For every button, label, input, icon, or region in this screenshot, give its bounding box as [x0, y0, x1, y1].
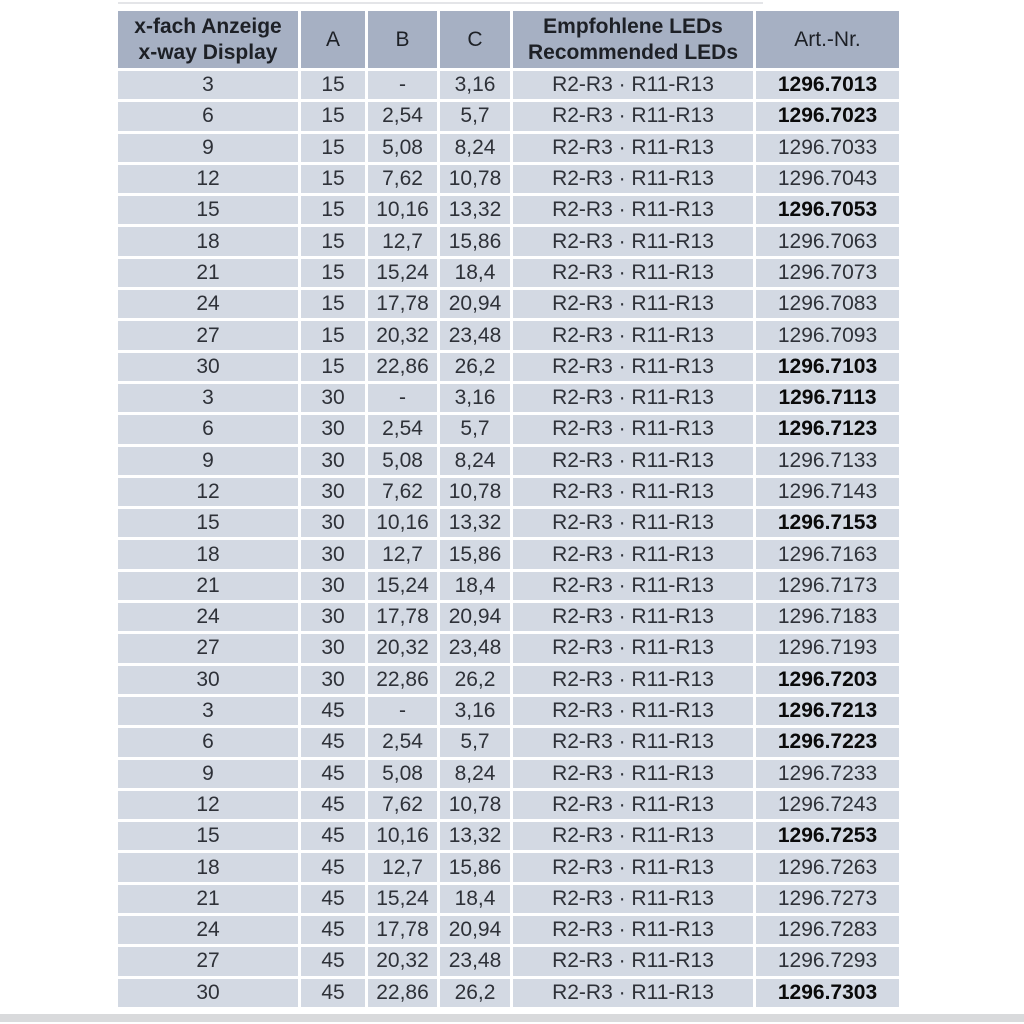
cell-dim-b: 2,54	[368, 728, 437, 756]
cell-dim-b: 20,32	[368, 634, 437, 662]
table-row	[118, 979, 899, 1007]
table-row	[118, 384, 899, 412]
cell-article-number: 1296.7093	[756, 321, 899, 349]
cell-article-number: 1296.7023	[756, 102, 899, 130]
cell-dim-c: 8,24	[440, 134, 510, 162]
cell-dim-a: 30	[301, 572, 365, 600]
cell-dim-a: 30	[301, 478, 365, 506]
cell-dim-a: 45	[301, 979, 365, 1007]
cell-dim-b: 22,86	[368, 979, 437, 1007]
cell-recommended-leds: R2-R3 · R11-R13	[513, 885, 753, 913]
cell-dim-c: 13,32	[440, 509, 510, 537]
header-leds-line2: Recommended LEDs	[527, 40, 739, 64]
table-row	[118, 760, 899, 788]
table-row	[118, 572, 899, 600]
cell-dim-b: -	[368, 71, 437, 99]
cell-dim-b: 12,7	[368, 540, 437, 568]
cell-dim-a: 15	[301, 196, 365, 224]
cell-dim-c: 8,24	[440, 447, 510, 475]
cell-dim-a: 15	[301, 165, 365, 193]
cell-display-count: 6	[118, 102, 298, 130]
cell-article-number: 1296.7083	[756, 290, 899, 318]
cell-dim-c: 13,32	[440, 196, 510, 224]
table-row	[118, 196, 899, 224]
cell-dim-c: 15,86	[440, 540, 510, 568]
cell-display-count: 9	[118, 134, 298, 162]
cell-dim-c: 20,94	[440, 603, 510, 631]
cell-dim-b: 17,78	[368, 603, 437, 631]
cell-recommended-leds: R2-R3 · R11-R13	[513, 353, 753, 381]
cell-dim-b: 7,62	[368, 791, 437, 819]
table-row	[118, 540, 899, 568]
cell-dim-b: 20,32	[368, 947, 437, 975]
cell-dim-b: 7,62	[368, 165, 437, 193]
cell-dim-b: 12,7	[368, 853, 437, 881]
cell-recommended-leds: R2-R3 · R11-R13	[513, 71, 753, 99]
cell-dim-b: 22,86	[368, 353, 437, 381]
cell-article-number: 1296.7073	[756, 259, 899, 287]
table-row	[118, 853, 899, 881]
cell-recommended-leds: R2-R3 · R11-R13	[513, 478, 753, 506]
cell-display-count: 15	[118, 509, 298, 537]
table-row	[118, 634, 899, 662]
cell-dim-a: 30	[301, 634, 365, 662]
cell-recommended-leds: R2-R3 · R11-R13	[513, 791, 753, 819]
cell-article-number: 1296.7163	[756, 540, 899, 568]
cell-dim-a: 15	[301, 321, 365, 349]
cell-display-count: 3	[118, 71, 298, 99]
table-row	[118, 290, 899, 318]
cell-article-number: 1296.7033	[756, 134, 899, 162]
cell-article-number: 1296.7133	[756, 447, 899, 475]
cell-dim-c: 26,2	[440, 666, 510, 694]
header-recommended-leds	[513, 11, 753, 68]
header-display-line1: x-fach Anzeige	[134, 14, 282, 38]
cell-display-count: 9	[118, 760, 298, 788]
cell-article-number: 1296.7113	[756, 384, 899, 412]
cell-dim-b: 17,78	[368, 290, 437, 318]
cell-dim-a: 45	[301, 853, 365, 881]
cell-recommended-leds: R2-R3 · R11-R13	[513, 196, 753, 224]
cell-article-number: 1296.7293	[756, 947, 899, 975]
cell-dim-a: 45	[301, 916, 365, 944]
cell-dim-a: 15	[301, 102, 365, 130]
cell-dim-c: 13,32	[440, 822, 510, 850]
cell-dim-a: 30	[301, 540, 365, 568]
cell-display-count: 3	[118, 384, 298, 412]
cell-dim-a: 45	[301, 947, 365, 975]
cell-dim-c: 18,4	[440, 259, 510, 287]
cell-display-count: 9	[118, 447, 298, 475]
cell-dim-c: 3,16	[440, 697, 510, 725]
cell-display-count: 18	[118, 227, 298, 255]
table-row	[118, 666, 899, 694]
cell-recommended-leds: R2-R3 · R11-R13	[513, 666, 753, 694]
cell-dim-c: 8,24	[440, 760, 510, 788]
table-row	[118, 916, 899, 944]
cell-display-count: 27	[118, 634, 298, 662]
cell-recommended-leds: R2-R3 · R11-R13	[513, 697, 753, 725]
cell-recommended-leds: R2-R3 · R11-R13	[513, 916, 753, 944]
table-row	[118, 227, 899, 255]
cell-article-number: 1296.7263	[756, 853, 899, 881]
cell-article-number: 1296.7203	[756, 666, 899, 694]
cell-article-number: 1296.7253	[756, 822, 899, 850]
cell-display-count: 30	[118, 979, 298, 1007]
cell-display-count: 3	[118, 697, 298, 725]
cell-article-number: 1296.7183	[756, 603, 899, 631]
cell-display-count: 27	[118, 321, 298, 349]
table-row	[118, 478, 899, 506]
cell-dim-b: 15,24	[368, 885, 437, 913]
cell-article-number: 1296.7053	[756, 196, 899, 224]
cell-recommended-leds: R2-R3 · R11-R13	[513, 102, 753, 130]
cell-dim-b: 10,16	[368, 822, 437, 850]
cell-dim-a: 30	[301, 666, 365, 694]
cell-dim-b: 20,32	[368, 321, 437, 349]
cell-recommended-leds: R2-R3 · R11-R13	[513, 540, 753, 568]
table-row	[118, 728, 899, 756]
cell-dim-b: 5,08	[368, 447, 437, 475]
cell-display-count: 21	[118, 885, 298, 913]
table-row	[118, 134, 899, 162]
cell-dim-b: -	[368, 384, 437, 412]
cell-dim-a: 45	[301, 822, 365, 850]
cell-display-count: 12	[118, 165, 298, 193]
cell-dim-c: 23,48	[440, 634, 510, 662]
table-row	[118, 321, 899, 349]
cell-recommended-leds: R2-R3 · R11-R13	[513, 165, 753, 193]
cell-dim-b: 5,08	[368, 134, 437, 162]
table-row	[118, 509, 899, 537]
cell-dim-a: 45	[301, 760, 365, 788]
cell-dim-a: 15	[301, 227, 365, 255]
cell-article-number: 1296.7223	[756, 728, 899, 756]
cell-recommended-leds: R2-R3 · R11-R13	[513, 134, 753, 162]
cell-dim-a: 15	[301, 259, 365, 287]
cell-dim-c: 5,7	[440, 415, 510, 443]
cell-dim-a: 15	[301, 71, 365, 99]
table-row	[118, 71, 899, 99]
cell-article-number: 1296.7283	[756, 916, 899, 944]
cell-recommended-leds: R2-R3 · R11-R13	[513, 259, 753, 287]
cell-dim-b: 10,16	[368, 509, 437, 537]
header-leds-line1: Empfohlene LEDs	[543, 14, 723, 38]
table-row	[118, 165, 899, 193]
cell-recommended-leds: R2-R3 · R11-R13	[513, 979, 753, 1007]
cell-display-count: 6	[118, 415, 298, 443]
cell-recommended-leds: R2-R3 · R11-R13	[513, 447, 753, 475]
cell-dim-c: 20,94	[440, 290, 510, 318]
cell-dim-c: 5,7	[440, 102, 510, 130]
cell-recommended-leds: R2-R3 · R11-R13	[513, 321, 753, 349]
cell-display-count: 24	[118, 290, 298, 318]
cell-dim-a: 30	[301, 447, 365, 475]
cell-display-count: 24	[118, 916, 298, 944]
cell-display-count: 12	[118, 478, 298, 506]
table-row	[118, 947, 899, 975]
scan-artifact-bottom-strip	[0, 1014, 1024, 1022]
cell-dim-b: 15,24	[368, 572, 437, 600]
cell-dim-b: 12,7	[368, 227, 437, 255]
cell-display-count: 24	[118, 603, 298, 631]
cell-dim-a: 45	[301, 728, 365, 756]
cell-dim-a: 30	[301, 603, 365, 631]
cell-dim-b: 22,86	[368, 666, 437, 694]
cell-dim-b: 7,62	[368, 478, 437, 506]
cell-article-number: 1296.7303	[756, 979, 899, 1007]
table-row	[118, 415, 899, 443]
cell-display-count: 21	[118, 259, 298, 287]
cell-dim-c: 10,78	[440, 478, 510, 506]
cell-dim-a: 45	[301, 791, 365, 819]
cell-recommended-leds: R2-R3 · R11-R13	[513, 603, 753, 631]
cell-article-number: 1296.7043	[756, 165, 899, 193]
cell-dim-b: -	[368, 697, 437, 725]
cell-dim-c: 18,4	[440, 572, 510, 600]
table-row	[118, 822, 899, 850]
cell-dim-b: 17,78	[368, 916, 437, 944]
cell-dim-b: 10,16	[368, 196, 437, 224]
cell-display-count: 18	[118, 540, 298, 568]
header-display-count	[118, 11, 298, 68]
cell-dim-a: 45	[301, 885, 365, 913]
cell-dim-a: 30	[301, 509, 365, 537]
cell-dim-a: 15	[301, 353, 365, 381]
cell-dim-c: 10,78	[440, 165, 510, 193]
cell-dim-c: 23,48	[440, 947, 510, 975]
cell-article-number: 1296.7273	[756, 885, 899, 913]
table-row	[118, 885, 899, 913]
cell-dim-a: 45	[301, 697, 365, 725]
cell-article-number: 1296.7123	[756, 415, 899, 443]
table-row	[118, 791, 899, 819]
table-row	[118, 353, 899, 381]
cell-recommended-leds: R2-R3 · R11-R13	[513, 760, 753, 788]
cell-dim-c: 5,7	[440, 728, 510, 756]
header-article-number: Art.-Nr.	[756, 11, 899, 68]
table-body	[118, 71, 899, 1007]
cell-dim-c: 15,86	[440, 853, 510, 881]
cell-recommended-leds: R2-R3 · R11-R13	[513, 634, 753, 662]
cell-article-number: 1296.7103	[756, 353, 899, 381]
table-row	[118, 447, 899, 475]
cell-dim-a: 15	[301, 134, 365, 162]
cell-dim-c: 3,16	[440, 71, 510, 99]
cell-recommended-leds: R2-R3 · R11-R13	[513, 227, 753, 255]
header-dim-b: B	[368, 11, 437, 68]
cell-article-number: 1296.7213	[756, 697, 899, 725]
table-row	[118, 259, 899, 287]
cell-dim-a: 30	[301, 415, 365, 443]
cell-article-number: 1296.7193	[756, 634, 899, 662]
cell-dim-c: 15,86	[440, 227, 510, 255]
cell-recommended-leds: R2-R3 · R11-R13	[513, 822, 753, 850]
cell-dim-c: 18,4	[440, 885, 510, 913]
cell-article-number: 1296.7233	[756, 760, 899, 788]
cell-dim-c: 23,48	[440, 321, 510, 349]
cell-article-number: 1296.7143	[756, 478, 899, 506]
cell-dim-b: 2,54	[368, 102, 437, 130]
cell-recommended-leds: R2-R3 · R11-R13	[513, 572, 753, 600]
cell-dim-c: 3,16	[440, 384, 510, 412]
cell-recommended-leds: R2-R3 · R11-R13	[513, 415, 753, 443]
cell-article-number: 1296.7013	[756, 71, 899, 99]
cell-display-count: 18	[118, 853, 298, 881]
cell-dim-c: 20,94	[440, 916, 510, 944]
cell-dim-c: 10,78	[440, 791, 510, 819]
cell-dim-b: 15,24	[368, 259, 437, 287]
cell-recommended-leds: R2-R3 · R11-R13	[513, 947, 753, 975]
cell-display-count: 27	[118, 947, 298, 975]
scan-artifact-top-line	[118, 2, 763, 4]
cell-article-number: 1296.7063	[756, 227, 899, 255]
header-dim-a: A	[301, 11, 365, 68]
cell-dim-b: 5,08	[368, 760, 437, 788]
cell-display-count: 15	[118, 196, 298, 224]
cell-dim-c: 26,2	[440, 979, 510, 1007]
cell-article-number: 1296.7243	[756, 791, 899, 819]
table-header	[118, 11, 899, 68]
header-row	[118, 11, 899, 68]
cell-article-number: 1296.7153	[756, 509, 899, 537]
led-article-table	[115, 8, 902, 1010]
cell-display-count: 15	[118, 822, 298, 850]
cell-recommended-leds: R2-R3 · R11-R13	[513, 853, 753, 881]
header-dim-c: C	[440, 11, 510, 68]
table-row	[118, 102, 899, 130]
cell-recommended-leds: R2-R3 · R11-R13	[513, 384, 753, 412]
table-row	[118, 697, 899, 725]
cell-recommended-leds: R2-R3 · R11-R13	[513, 290, 753, 318]
cell-display-count: 30	[118, 666, 298, 694]
cell-dim-a: 15	[301, 290, 365, 318]
cell-display-count: 6	[118, 728, 298, 756]
cell-display-count: 12	[118, 791, 298, 819]
cell-recommended-leds: R2-R3 · R11-R13	[513, 509, 753, 537]
cell-article-number: 1296.7173	[756, 572, 899, 600]
header-display-line2: x-way Display	[138, 40, 278, 64]
cell-display-count: 21	[118, 572, 298, 600]
cell-dim-a: 30	[301, 384, 365, 412]
cell-dim-b: 2,54	[368, 415, 437, 443]
table-row	[118, 603, 899, 631]
cell-dim-c: 26,2	[440, 353, 510, 381]
cell-recommended-leds: R2-R3 · R11-R13	[513, 728, 753, 756]
cell-display-count: 30	[118, 353, 298, 381]
